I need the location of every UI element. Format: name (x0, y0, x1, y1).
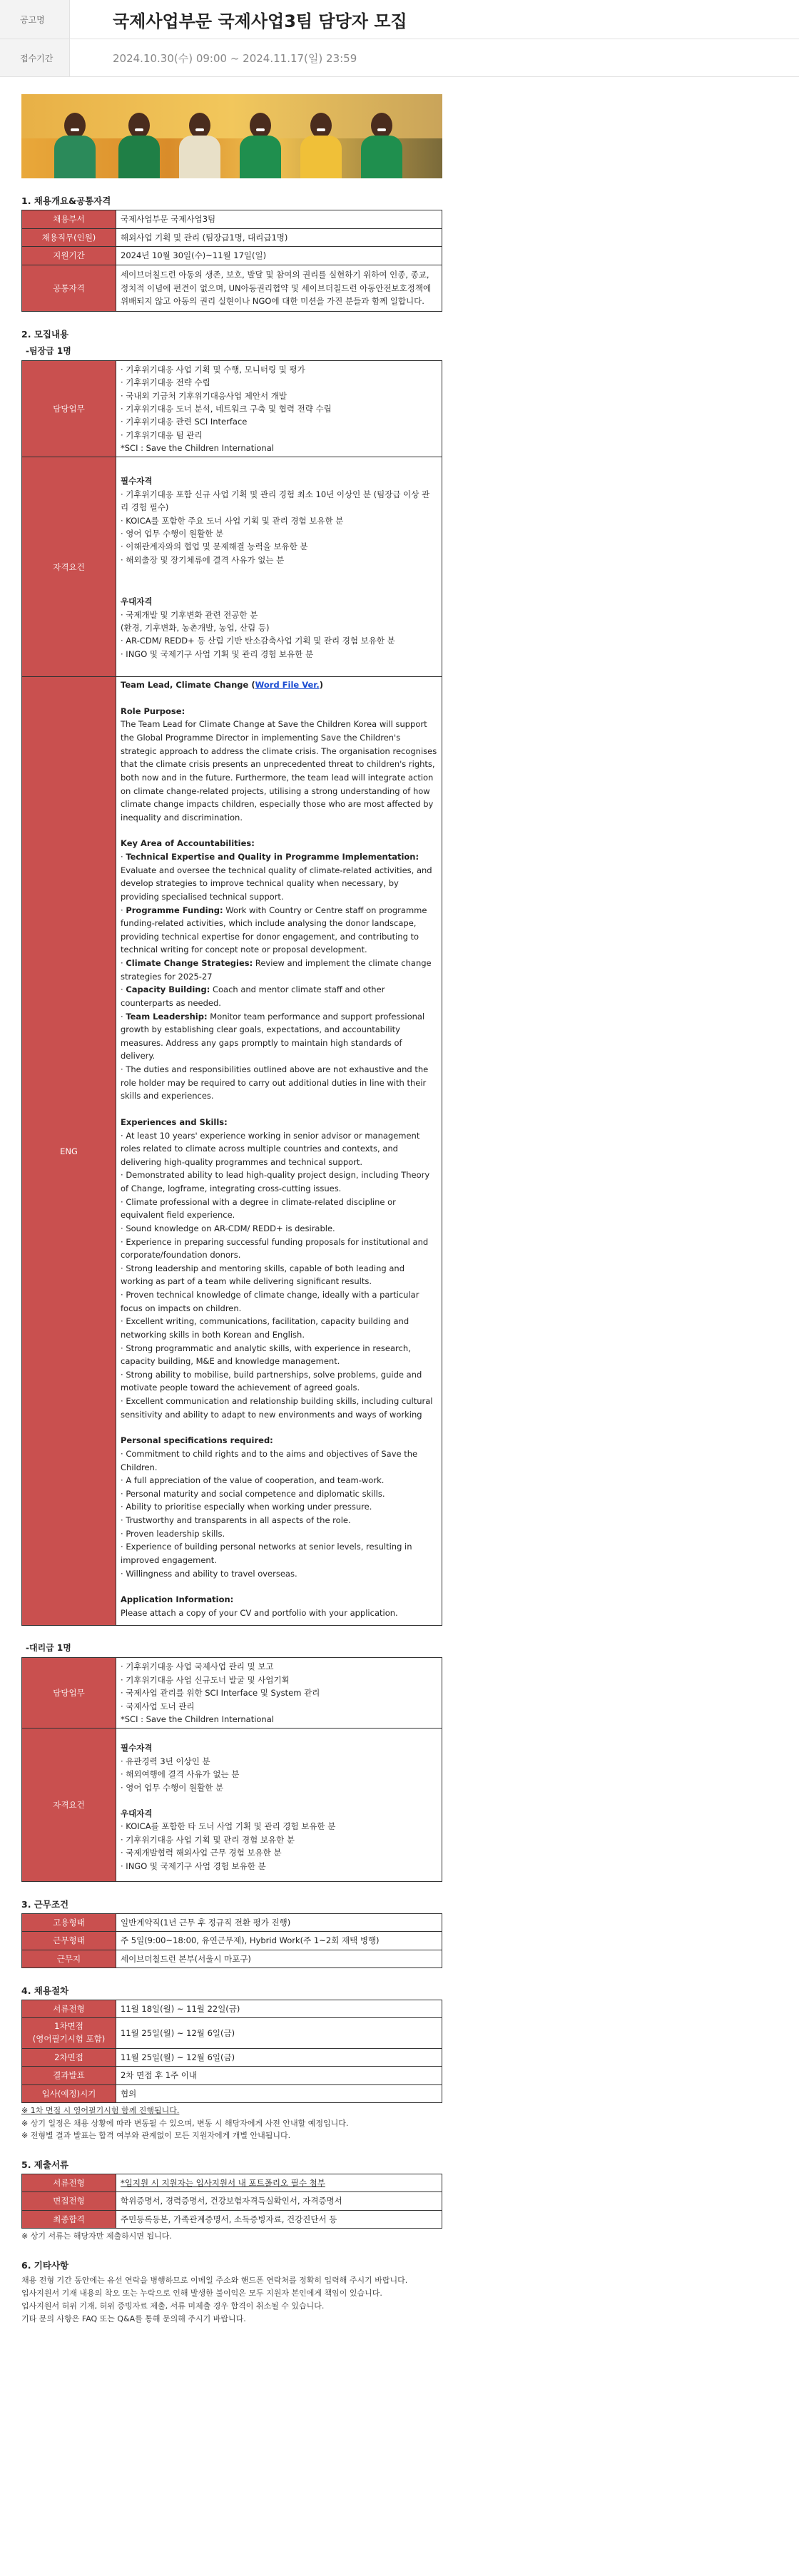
list-item: · 국제개발 및 기후변화 관련 전공한 분 (121, 609, 258, 620)
row-label: 근무형태 (22, 1932, 116, 1950)
item-text: Experience of building personal networks at senior levels, resulting in improved engagement. (121, 1542, 412, 1565)
process-table (21, 2000, 442, 2103)
list-item: · Demonstrated ability to lead high-quality project design, including Theory of Change, logframe, integrating cross-cutting issues. (121, 1170, 430, 1194)
item-text: Demonstrated ability to lead high-quality project design, including Theory of Change, logframe, integrating cross-cutting issues. (121, 1170, 430, 1194)
team-lead-label: -팀장급 1명 (26, 345, 71, 356)
list-item: · KOICA를 포함한 타 도너 사업 기획 및 관리 경험 보유한 분 (121, 1821, 336, 1832)
item-text: Ability to prioritise especially when working under pressure. (126, 1502, 372, 1512)
tl-qualifications (116, 457, 442, 677)
item-text: Trustworthy and transparents in all aspects of the role. (126, 1515, 351, 1526)
list-item: · Sound knowledge on AR-CDM/ REDD+ is desirable. (121, 1223, 335, 1233)
etc-line: 채용 전형 기간 동안에는 유선 연락을 병행하므로 이메일 주소와 핸드폰 연락처를 정확히 입력해 주시기 바랍니다. (21, 2275, 408, 2285)
item-heading: Climate Change Strategies: (126, 958, 253, 969)
item-heading: Technical Expertise and Quality in Programme Implementation: (126, 852, 419, 862)
item-text: Excellent communication and relationship building skills, including cultural sensitivity and ability to adapt to new environments and ways of working (121, 1396, 433, 1420)
list-item: · INGO 및 국제기구 사업 기획 및 관리 경험 보유한 분 (121, 648, 314, 659)
row-label: 최종합격 (22, 2210, 116, 2228)
list-item: · 영어 업무 수행이 원활한 분 (121, 529, 224, 539)
eng-title-suffix: ) (319, 680, 323, 691)
row-label: 채용부서 (22, 210, 116, 229)
list-item: · 기후위기대응 포함 신규 사업 기획 및 관리 경험 최소 10년 이상인 분 (팀장급 이상 관리 경험 필수) (121, 489, 430, 513)
subheading: Key Area of Accountabilities: (121, 838, 255, 849)
list-item: · Strong programmatic and analytic skills, with experience in research, capacity building, M&E and knowledge management. (121, 1343, 411, 1367)
list-item: · AR-CDM/ REDD+ 등 산림 기반 탄소감축사업 기획 및 관리 경험 보유한 분 (121, 636, 395, 646)
section2-title: 2. 모집내용 (21, 328, 69, 340)
list-item: · 기후위기대응 사업 기획 및 관리 경험 보유한 분 (121, 1834, 295, 1845)
etc-notes (21, 2274, 521, 2326)
list-item: · 기후위기대응 사업 기획 및 수행, 모니터링 및 평가 (121, 364, 305, 375)
banner-photo (21, 94, 442, 178)
posting-body (21, 94, 442, 2326)
list-item: · Programme Funding: Work with Country or Centre staff on programme funding-related activities, which include analysing the donor landscape, providing technical expertise for donor engagement, and contributing to technical writing for concept note or proposal development. (121, 905, 427, 955)
list-item: · 국제사업 도너 관리 (121, 1701, 195, 1711)
section1-title: 1. 채용개요&공통자격 (21, 195, 111, 206)
row-value: 세이브더칠드런 본부(서울시 마포구) (116, 1950, 442, 1967)
list-item: · Experience in preparing successful funding proposals for institutional and corporate/foundation donors. (121, 1236, 429, 1261)
item-text: Personal maturity and social competence and diplomatic skills. (126, 1488, 385, 1499)
note-line: ※ 전형별 결과 발표는 합격 여부와 관계없이 모든 지원자에게 개별 안내됩니다. (21, 2131, 291, 2141)
row-label: 결과발표 (22, 2067, 116, 2084)
page-title: 국제사업부문 국제사업3팀 담당자 모집 (113, 11, 407, 31)
section3-title: 3. 근무조건 (21, 1898, 69, 1910)
item-text: Strong leadership and mentoring skills, capable of both leading and working as part of a team while delivering significant results. (121, 1263, 404, 1287)
subheading: Experiences and Skills: (121, 1116, 228, 1127)
note-line: ※ 상기 일정은 채용 상황에 따라 변동될 수 있으며, 변동 시 해당자에게 사전 안내할 예정입니다. (21, 2118, 349, 2128)
list-item: · Experience of building personal networks at senior levels, resulting in improved engagement. (121, 1542, 412, 1565)
subheading: 우대자격 (121, 1808, 153, 1818)
period-value: 2024.10.30(수) 09:00 ~ 2024.11.17(일) 23:59 (113, 51, 357, 65)
item-text: The duties and responsibilities outlined above are not exhaustive and the role holder may be required to carry out additional duties in line with their skills and experiences. (121, 1064, 429, 1101)
row-value: 국제사업부문 국제사업3팀 (116, 210, 442, 229)
etc-line: 입사지원서 허위 기재, 허위 증빙자료 제출, 서류 미제출 경우 합격이 취소될 수 있습니다. (21, 2301, 325, 2311)
row-label: 2차면접 (22, 2049, 116, 2067)
row-label: 자격요건 (22, 457, 116, 677)
as-duties (116, 1658, 442, 1729)
row-value: 일반계약직(1년 근무 후 정규직 전환 평가 진행) (116, 1913, 442, 1931)
row-label: 자격요건 (22, 1729, 116, 1882)
list-item: · 국제사업 관리를 위한 SCI Interface 및 System 관리 (121, 1688, 320, 1699)
row-label: 서류전형 (22, 2174, 116, 2192)
item-text: Monitor team performance and support professional growth by establishing clear goals, expectations, and accountability measures. Address any gaps promptly to maintain high standards of delivery. (121, 1011, 425, 1062)
row-label: 지원기간 (22, 247, 116, 265)
list-item: · Capacity Building: Coach and mentor climate staff and other counterparts as needed. (121, 984, 385, 1008)
list-item: · Proven leadership skills. (121, 1528, 225, 1539)
list-item: · Strong ability to mobilise, build partnerships, solve problems, guide and motivate people toward the achievement of agreed goals. (121, 1369, 422, 1393)
row-value: 2차 면접 후 1주 이내 (116, 2067, 442, 2084)
list-item: · 국제개발협력 해외사업 근무 경험 보유한 분 (121, 1848, 282, 1858)
list-item: · 기후위기대응 도너 분석, 네트워크 구축 및 협력 전략 수립 (121, 403, 332, 414)
note-line: ※ 1차 면접 시 영어필기시험 함께 진행됩니다. (21, 2106, 180, 2116)
list-item: *SCI : Save the Children International (121, 1714, 274, 1724)
overview-table (21, 210, 442, 312)
item-text: Proven leadership skills. (126, 1528, 225, 1539)
list-item: · 유관경력 3년 이상인 분 (121, 1756, 210, 1766)
period-row (0, 39, 799, 77)
list-item: · INGO 및 국제기구 사업 경험 보유한 분 (121, 1860, 266, 1871)
list-item: · Ability to prioritise especially when working under pressure. (121, 1502, 372, 1512)
list-item: · 기후위기대응 사업 신규도너 발굴 및 사업기획 (121, 1674, 290, 1685)
row-value: 11월 25일(월) ~ 12월 6일(금) (116, 2018, 442, 2049)
row-label: 담당업무 (22, 360, 116, 457)
item-text: Proven technical knowledge of climate change, ideally with a particular focus on impacts on children. (121, 1290, 419, 1313)
list-item: · At least 10 years' experience working in senior advisor or management roles related to climate across multiple countries and contexts, and delivering high-quality programmes and technical support. (121, 1130, 420, 1167)
row-label: 채용직무(인원) (22, 228, 116, 247)
item-heading: Team Leadership: (126, 1011, 208, 1022)
conditions-table (21, 1913, 442, 1968)
row-value: 주민등록등본, 가족관계증명서, 소득증빙자료, 건강진단서 등 (116, 2210, 442, 2228)
list-item: · 해외출장 및 장기체류에 결격 사유가 없는 분 (121, 554, 285, 565)
row-value: *입지원 시 지원자는 입사지원서 내 포트폴리오 필수 첨부 (116, 2174, 442, 2192)
etc-line: 기타 문의 사항은 FAQ 또는 Q&A를 통해 문의해 주시기 바랍니다. (21, 2314, 246, 2324)
item-text: Evaluate and oversee the technical quality of climate-related activities, and develop strategies to improve technical quality when necessary, by providing specialised technical support. (121, 865, 432, 902)
item-heading: Capacity Building: (126, 984, 210, 995)
row-value: 협의 (116, 2084, 442, 2102)
section4-title: 4. 채용절차 (21, 1985, 69, 1997)
list-item: · The duties and responsibilities outlined above are not exhaustive and the role holder may be required to carry out additional duties in line with their skills and experiences. (121, 1064, 429, 1101)
word-file-link[interactable]: Word File Ver. (255, 680, 320, 691)
row-label: 서류전형 (22, 2000, 116, 2018)
list-item: · Climate Change Strategies: Review and implement the climate change strategies for 2025-27 (121, 958, 432, 982)
item-text: A full appreciation of the value of cooperation, and team-work. (126, 1475, 385, 1486)
row-label: 1차면접 (영어필기시험 포함) (22, 2018, 116, 2049)
list-item: *SCI : Save the Children International (121, 443, 274, 454)
subheading: 필수자격 (121, 476, 153, 487)
list-item: · KOICA를 포함한 주요 도너 사업 기획 및 관리 경험 보유한 분 (121, 515, 344, 526)
item-text: Review and implement the climate change strategies for 2025-27 (121, 958, 432, 982)
list-item: · 국내외 기금처 기후위기대응사업 제안서 개발 (121, 390, 287, 401)
row-label: ENG (22, 677, 116, 1626)
item-text: Willingness and ability to travel overseas. (126, 1568, 297, 1579)
paragraph: The Team Lead for Climate Change at Save the Children Korea will support the Global Programme Director in implementing Save the Children's strategic approach to address the climate crisis. The organisation recognises that the climate crisis presents an unprecedented threat to children's rights, both now and in the future. Furthermore, the team lead will integrate action on climate change-related projects, utilising a strong understanding of how climate change impacts children, especially those who are most affected by inequality and discrimination. (121, 719, 437, 823)
item-text: Work with Country or Centre staff on programme funding-related activities, which include analysing the donor landscape, providing technical expertise for donor engagement, and contributing to technical writing for concept note or proposal development. (121, 905, 427, 955)
row-label: 담당업무 (22, 1658, 116, 1729)
row-label: 입사(예정)시기 (22, 2084, 116, 2102)
row-label: 면접전형 (22, 2192, 116, 2210)
item-text: Experience in preparing successful funding proposals for institutional and corporate/foundation donors. (121, 1236, 429, 1261)
list-item: · Proven technical knowledge of climate change, ideally with a particular focus on impacts on children. (121, 1290, 419, 1313)
team-lead-table (21, 360, 442, 1626)
row-label: 공통자격 (22, 265, 116, 311)
documents-note: ※ 상기 서류는 해당자만 제출하시면 됩니다. (21, 2231, 172, 2241)
list-item: · 기후위기대응 전략 수립 (121, 377, 210, 388)
row-value: 학위증명서, 경력증명서, 건강보험자격득실확인서, 자격증명서 (116, 2192, 442, 2210)
list-item: · 기후위기대응 관련 SCI Interface (121, 417, 248, 427)
tl-duties (116, 360, 442, 457)
eng-description (116, 677, 442, 1626)
list-item: · Personal maturity and social competence and diplomatic skills. (121, 1488, 385, 1499)
list-item: · Willingness and ability to travel overseas. (121, 1568, 297, 1579)
subheading: Personal specifications required: (121, 1435, 273, 1446)
item-text: Strong programmatic and analytic skills, with experience in research, capacity building, M&E and knowledge management. (121, 1343, 411, 1367)
list-item: · Excellent communication and relationship building skills, including cultural sensitivity and ability to adapt to new environments and ways of working (121, 1396, 433, 1420)
subheading: 필수자격 (121, 1743, 153, 1753)
list-item: · Excellent writing, communications, facilitation, capacity building and networking skills in both Korean and English. (121, 1316, 409, 1340)
item-text: Climate professional with a degree in climate-related discipline or equivalent field experience. (121, 1196, 396, 1221)
section5-title: 5. 제출서류 (21, 2159, 69, 2171)
list-item: · 해외여행에 결격 사유가 없는 분 (121, 1769, 240, 1780)
documents-table (21, 2174, 442, 2229)
list-item: · Trustworthy and transparents in all aspects of the role. (121, 1515, 351, 1526)
item-text: Commitment to child rights and to the aims and objectives of Save the Children. (121, 1448, 418, 1472)
period-label: 접수기간 (0, 39, 70, 76)
list-item: · 기후위기대응 팀 관리 (121, 429, 203, 440)
list-item: · 영어 업무 수행이 원활한 분 (121, 1782, 224, 1793)
row-value: 11월 18일(월) ~ 11월 22일(금) (116, 2000, 442, 2018)
item-heading: Programme Funding: (126, 905, 223, 915)
etc-line: 입사지원서 기재 내용의 착오 또는 누락으로 인해 발생한 불이익은 모두 지원자 본인에게 책임이 있습니다. (21, 2288, 382, 2298)
notice-title-row (0, 0, 799, 39)
notice-label: 공고명 (0, 0, 70, 39)
subheading: Role Purpose: (121, 706, 185, 716)
row-value: 세이브더칠드런 아동의 생존, 보호, 발달 및 참여의 권리를 실현하기 위하여 인종, 종교, 정치적 이념에 편견이 없으며, UN아동권리협약 및 세이브더칠드런 아동안전보호정책에 위배되지 않고 아동의 권리 실현이나 NGO에 대한 미션을 가진 분들과 함께 일합니다. (116, 265, 442, 311)
list-item: · Commitment to child rights and to the aims and objectives of Save the Children. (121, 1448, 418, 1472)
list-item: · 이해관계자와의 협업 및 문제해결 능력을 보유한 분 (121, 541, 308, 552)
subheading: Application Information: (121, 1594, 234, 1605)
assistant-table (21, 1657, 442, 1881)
item-text: Coach and mentor climate staff and other counterparts as needed. (121, 984, 385, 1008)
list-item: · 기후위기대응 사업 국제사업 관리 및 보고 (121, 1661, 274, 1672)
assistant-label: -대리급 1명 (26, 1643, 71, 1654)
row-label: 근무지 (22, 1950, 116, 1967)
item-text: At least 10 years' experience working in senior advisor or management roles related to climate across multiple countries and contexts, and delivering high-quality programmes and technical support. (121, 1130, 420, 1167)
item-text: Excellent writing, communications, facilitation, capacity building and networking skills in both Korean and English. (121, 1316, 409, 1340)
item-text: Sound knowledge on AR-CDM/ REDD+ is desirable. (126, 1223, 335, 1233)
row-label: 고용형태 (22, 1913, 116, 1931)
row-value: 주 5일(9:00~18:00, 유연근무제), Hybrid Work(주 1~2회 재택 병행) (116, 1932, 442, 1950)
list-item: · Technical Expertise and Quality in Programme Implementation: Evaluate and oversee the technical quality of climate-related activities, and develop strategies to improve technical quality when necessary, by providing specialised technical support. (121, 852, 432, 902)
row-value: 해외사업 기획 및 관리 (팀장급1명, 대리급1명) (116, 228, 442, 247)
subheading: 우대자격 (121, 596, 153, 607)
list-item: · Strong leadership and mentoring skills, capable of both leading and working as part of a team while delivering significant results. (121, 1263, 404, 1287)
row-value: 11월 25일(월) ~ 12월 6일(금) (116, 2049, 442, 2067)
list-item: · Team Leadership: Monitor team performance and support professional growth by establishing clear goals, expectations, and accountability measures. Address any gaps promptly to maintain high standards of delivery. (121, 1011, 425, 1062)
as-qualifications (116, 1729, 442, 1882)
list-item: · Climate professional with a degree in climate-related discipline or equivalent field experience. (121, 1196, 396, 1221)
list-item: · A full appreciation of the value of cooperation, and team-work. (121, 1475, 385, 1486)
process-notes (21, 2104, 442, 2142)
row-value: 2024년 10월 30일(수)~11월 17일(일) (116, 247, 442, 265)
paragraph: Please attach a copy of your CV and portfolio with your application. (121, 1607, 398, 1618)
section6-title: 6. 기타사항 (21, 2259, 69, 2271)
item-text: Strong ability to mobilise, build partnerships, solve problems, guide and motivate people toward the achievement of agreed goals. (121, 1369, 422, 1393)
eng-title: Team Lead, Climate Change ( (121, 680, 255, 691)
list-item: (환경, 기후변화, 농촌개발, 농업, 산림 등) (121, 623, 270, 633)
